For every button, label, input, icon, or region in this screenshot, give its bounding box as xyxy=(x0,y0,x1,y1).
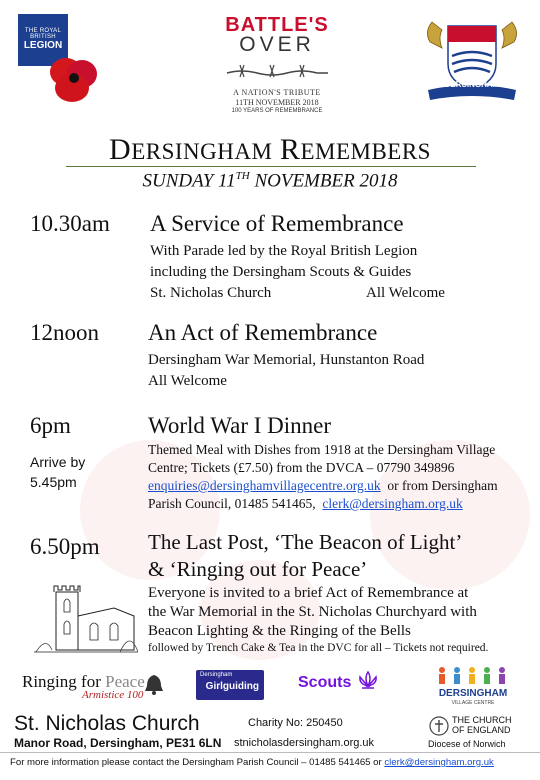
church-of-england-icon xyxy=(428,715,450,737)
church-website: stnicholasdersingham.org.uk xyxy=(234,737,375,749)
event-detail: Centre; Tickets (£7.50) from the DVCA – 07790 349896 xyxy=(148,460,455,475)
event-detail: Beacon Lighting & the Ringing of the Bells xyxy=(148,623,411,639)
event-title: The Last Post, ‘The Beacon of Light’ xyxy=(148,530,463,554)
girlguiding-unit-text: Dersingham xyxy=(200,672,233,678)
subtitle-ordinal: TH xyxy=(235,170,250,182)
subtitle-month-year: NOVEMBER 2018 xyxy=(249,170,398,192)
event-detail-email-line xyxy=(148,478,498,494)
event-welcome: All Welcome xyxy=(148,373,227,389)
church-sketch-icon xyxy=(34,580,138,658)
title-divider xyxy=(66,166,476,167)
arrive-by-label: Arrive by xyxy=(30,454,86,470)
rbl-logo-big-text: LEGION xyxy=(23,40,63,51)
church-address: Manor Road, Dersingham, PE31 6LN xyxy=(14,736,222,750)
event-detail-council-line xyxy=(148,496,463,512)
page-subtitle xyxy=(0,170,540,192)
footer-contact xyxy=(10,757,535,768)
girlguiding-text: Girlguiding xyxy=(205,681,259,692)
event-location: St. Nicholas Church xyxy=(150,285,272,301)
ringing-for-text: Ringing for xyxy=(22,672,106,691)
dvc-logo-subtext: VILLAGE CENTRE xyxy=(451,700,495,706)
event-title: World War I Dinner xyxy=(148,413,332,438)
armistice-100-text: Armistice 100 xyxy=(82,689,144,701)
diocese-text: Diocese of Norwich xyxy=(428,739,506,749)
battles-over-years: 100 YEARS OF REMEMBRANCE xyxy=(231,108,323,114)
battles-over-tribute: A NATION'S TRIBUTE xyxy=(233,88,321,97)
event-detail: Parish Council, 01485 541465, xyxy=(148,496,323,511)
crest-label: DERSINGHAM xyxy=(444,80,500,89)
event-time: 12noon xyxy=(30,320,99,345)
scouts-logo: Scouts xyxy=(298,674,352,691)
event-title: An Act of Remembrance xyxy=(148,320,378,345)
event-title-continued: & ‘Ringing out for Peace’ xyxy=(148,557,368,581)
event-location: Dersingham War Memorial, Hunstanton Road xyxy=(148,352,425,368)
battles-over-date: 11TH NOVEMBER 2018 xyxy=(235,98,319,107)
event-detail: the War Memorial in the St. Nicholas Churchyard with xyxy=(148,604,477,620)
girlguiding-logo xyxy=(196,670,264,700)
event-time: 6.50pm xyxy=(30,534,100,559)
event-detail: Everyone is invited to a brief Act of Remembrance at xyxy=(148,585,469,601)
dersingham-crest-icon xyxy=(420,12,524,104)
subtitle-day: SUNDAY 11 xyxy=(142,170,236,192)
page-title: DERSINGHAM REMEMBERS xyxy=(109,133,431,166)
event-time: 10.30am xyxy=(30,211,110,236)
arrive-by-time: 5.45pm xyxy=(30,474,77,490)
battles-over-logo xyxy=(214,14,340,114)
battles-over-word: OVER xyxy=(239,33,315,56)
peace-text: Peace xyxy=(105,672,145,691)
poppy-icon xyxy=(44,52,104,108)
event-detail: followed by Trench Cake & Tea in the DVC for all – Tickets not required. xyxy=(148,642,489,654)
fleur-de-lis-icon xyxy=(355,670,381,696)
dvc-logo-text: DERSINGHAM xyxy=(438,688,508,699)
church-name: St. Nicholas Church xyxy=(14,712,200,735)
barbed-wire-icon xyxy=(222,57,332,83)
bell-icon xyxy=(142,672,166,696)
footer-email-link[interactable]: clerk@dersingham.org.uk xyxy=(384,757,494,768)
event-detail: including the Dersingham Scouts & Guides xyxy=(150,264,412,280)
event-detail: With Parade led by the Royal British Legion xyxy=(150,243,418,259)
battles-over-title: BATTLE'S xyxy=(225,14,329,36)
clerk-email-link[interactable]: clerk@dersingham.org.uk xyxy=(322,496,463,511)
event-detail: Themed Meal with Dishes from 1918 at the Dersingham Village xyxy=(148,442,496,457)
footer-divider xyxy=(0,752,540,753)
coe-text-line2: OF ENGLAND xyxy=(452,725,511,735)
charity-number: Charity No: 250450 xyxy=(248,717,343,729)
footer-text: For more information please contact the Dersingham Parish Council – 01485 541465 or xyxy=(10,757,385,768)
event-title: A Service of Remembrance xyxy=(150,211,404,236)
event-time: 6pm xyxy=(30,413,71,438)
event-detail: or from Dersingham xyxy=(380,478,498,493)
village-people-icon xyxy=(432,664,512,686)
dvc-email-link[interactable]: enquiries@dersinghamvillagecentre.org.uk xyxy=(148,478,381,493)
coe-text-line1: THE CHURCH xyxy=(452,715,512,725)
event-welcome: All Welcome xyxy=(366,285,445,301)
rbl-logo-small-text: THE ROYAL BRITISH xyxy=(24,28,62,40)
